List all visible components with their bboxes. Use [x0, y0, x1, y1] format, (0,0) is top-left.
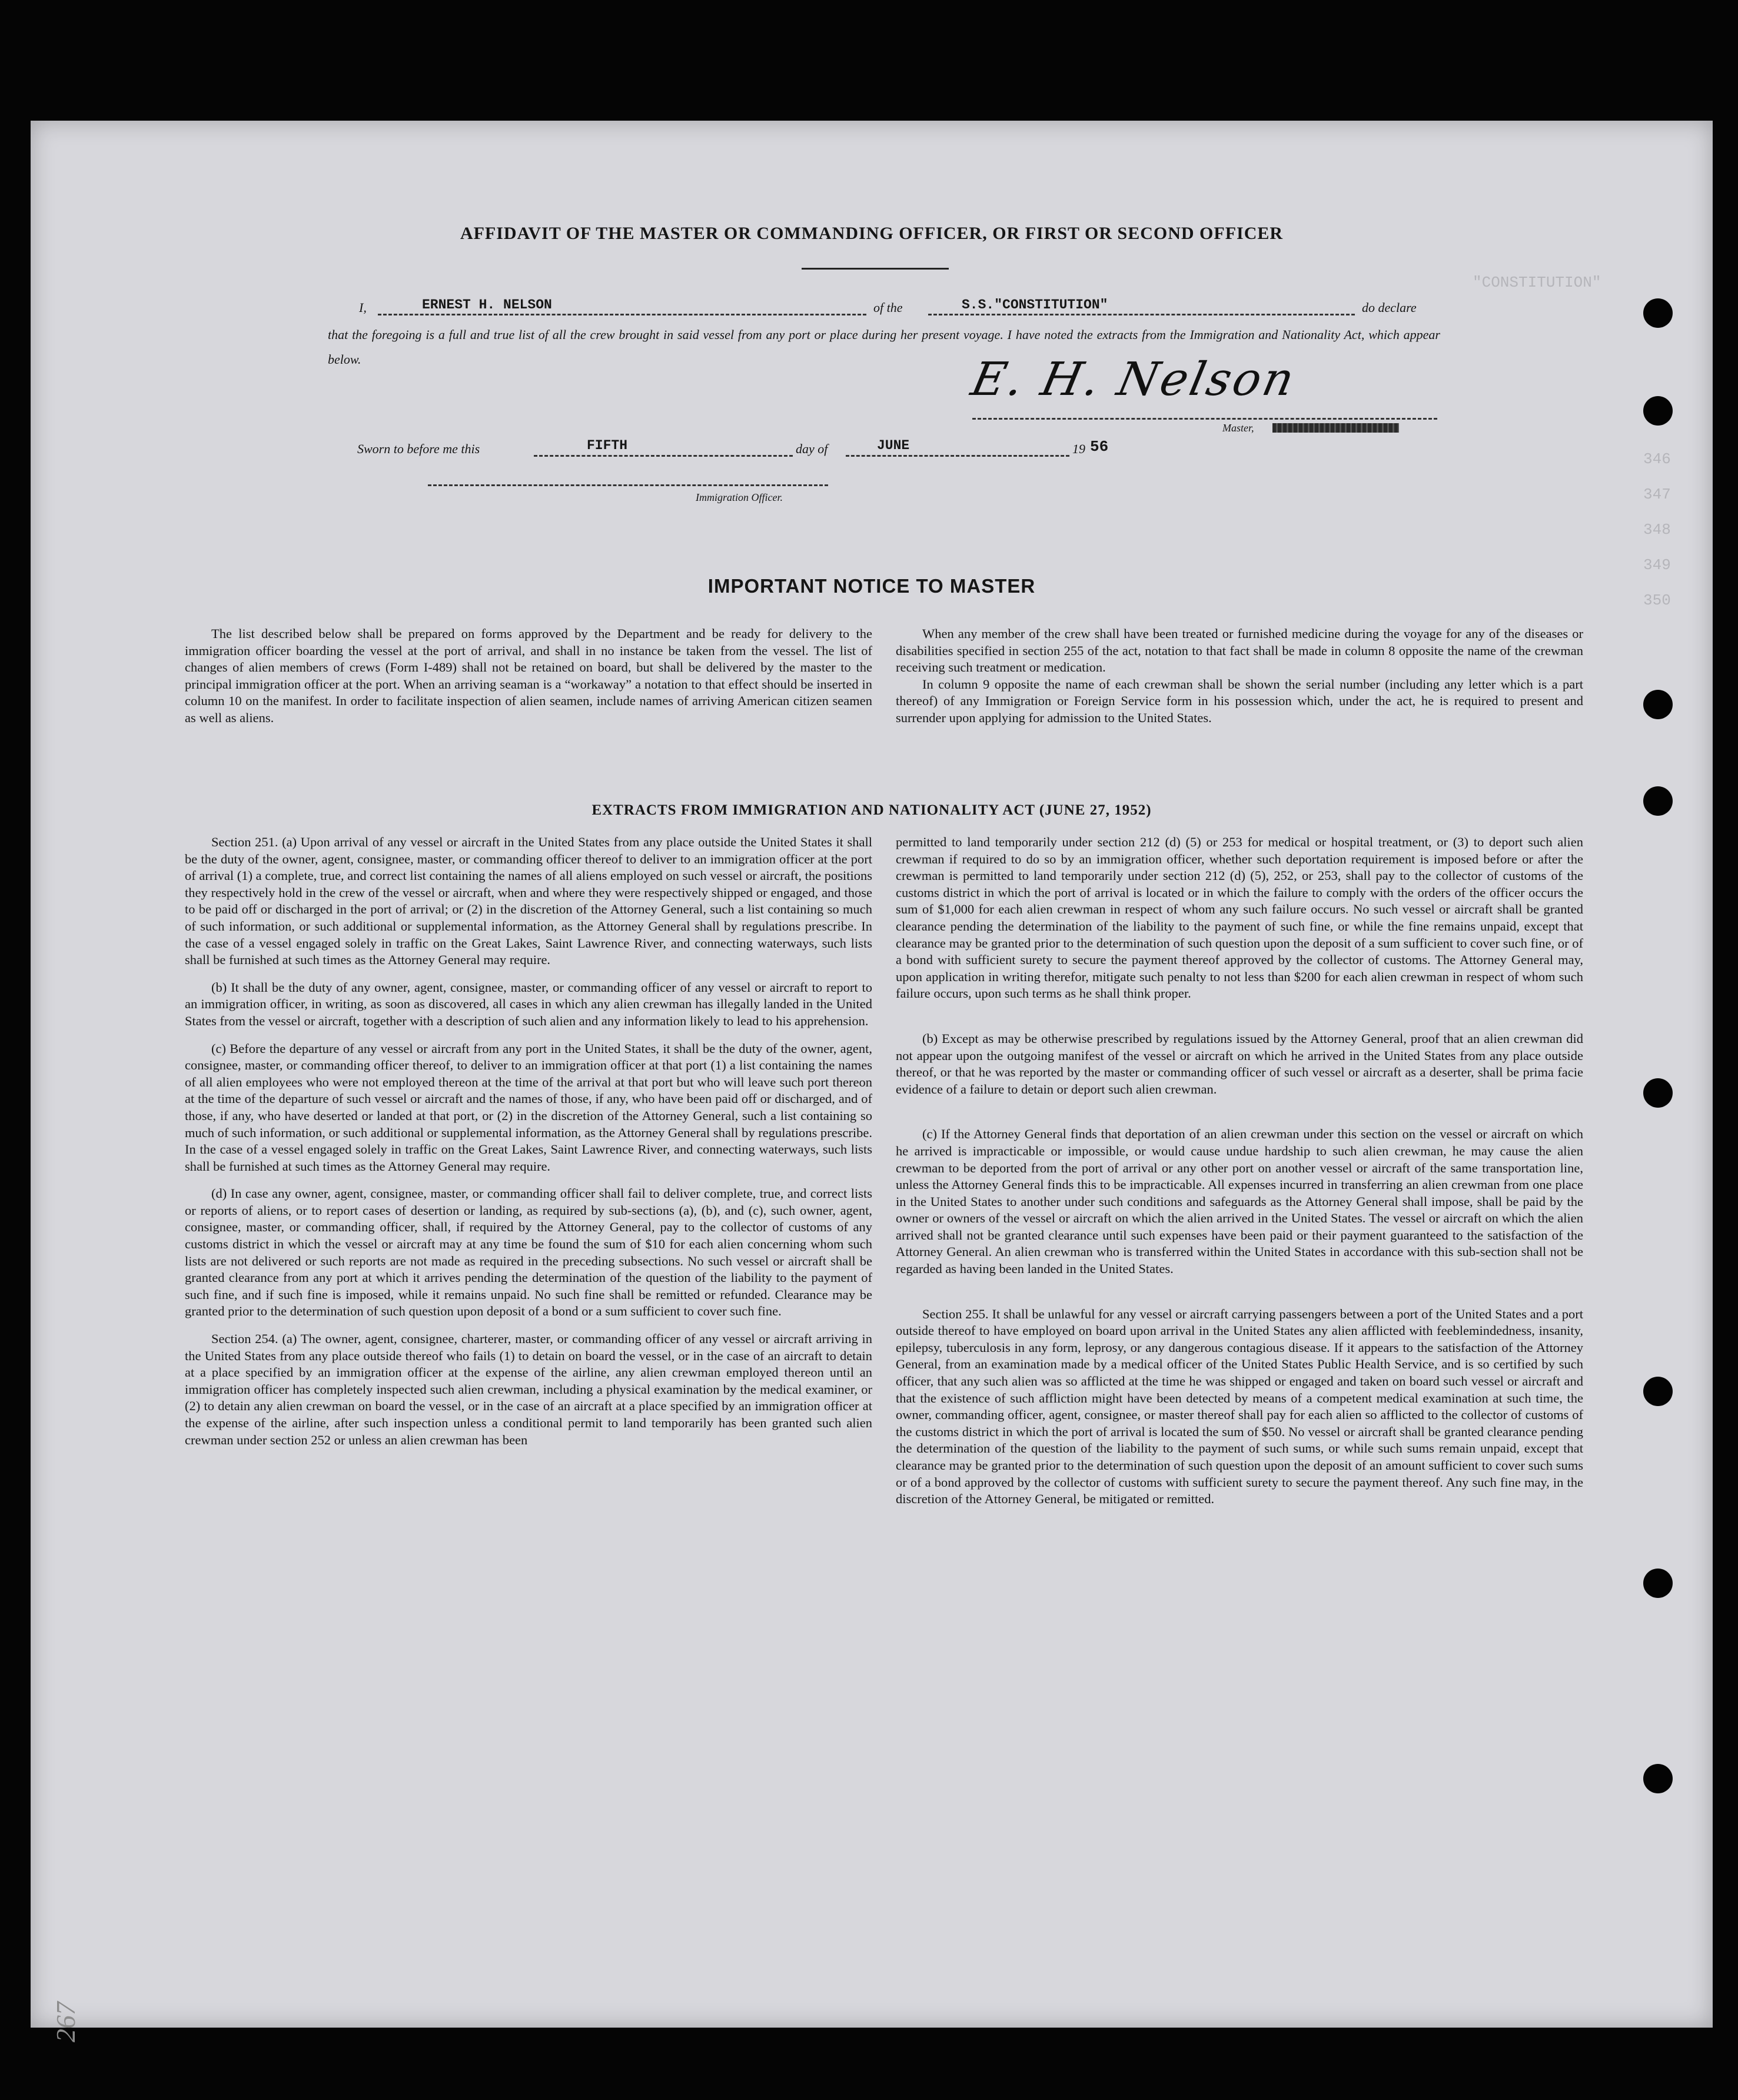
bleed-through-text: 349 — [1643, 556, 1671, 574]
year-prefix: 19 — [1072, 441, 1085, 456]
sworn-month: JUNE — [877, 438, 910, 453]
sworn-month-line — [846, 455, 1069, 457]
extract-paragraph: (c) Before the departure of any vessel or aircraft from any port in the United States, it shall be the duty of the owner, agent, consignee, master, or commanding officer thereof, to deliver to an immigration officer at that port (1) a list containing the names of all alien employees who were not employed thereon at the time of the arrival at that port but who will leave such port thereon at the time of the departure of such vessel or aircraft and the names of those, if any, who have been paid off or discharged, and of those, if any, who have deserted or landed at that port, or (2) in the discretion of the Attorney General, such a list containing so much of such information, or such additional or supplemental information, as the Attorney General shall by regulations prescribe. In the case of a vessel engaged solely in traffic on the Great Lakes, Saint Lawrence River, and connecting waterways, such lists shall be furnished at such times as the Attorney General may require. — [185, 1041, 872, 1174]
bleed-through-text: 348 — [1643, 521, 1671, 539]
punch-hole — [1643, 396, 1673, 426]
punch-hole — [1643, 1569, 1673, 1598]
master-name: ERNEST H. NELSON — [422, 297, 552, 313]
extract-paragraph: Section 255. It shall be unlawful for any vessel or aircraft carrying passengers between a port of the United States and a port outside thereof to have employed on board upon arrival in the United States any alien afflicted with feeblemindedness, insanity, epilepsy, tuberculosis in any form, leprosy, or any dangerous contagious disease. If it appears to the satisfaction of the Attorney General, from an examination made by a medical officer of the United States Public Health Service, and is so certified by such officer, that any such alien was so afflicted at the time he was shipped or engaged and taken on board such vessel or aircraft and that the existence of such affliction might have been detected by means of a competent medical examination at such time, the owner, commanding officer, agent, consignee, or master thereof shall pay for each alien so afflicted to the collector of customs of the customs district in which the port of arrival is located the sum of $50. No vessel or aircraft shall be granted clearance pending the determination of the question of the liability to the payment of such sums, or while such sums remain unpaid, except that clearance may be granted prior to the determination of such question upon the deposit of an amount sufficient to cover such sums or of a bond approved by the collector of customs with sufficient surety to secure the payment thereof. Any such fine may, in the discretion of the Attorney General, be mitigated or remitted. — [896, 1306, 1583, 1507]
extracts-left-column — [185, 834, 872, 1459]
handwritten-margin-note: 267 — [51, 2002, 81, 2042]
punch-hole — [1643, 1764, 1673, 1793]
year-suffix: 56 — [1090, 438, 1109, 456]
notice-right-paragraph: In column 9 opposite the name of each crewman shall be shown the serial number (including any letter which is a part thereof) of any Immigration or Foreign Service form in his possession which, under the act, he is required to present and surrender upon applying for admission to the United States. — [896, 676, 1583, 725]
extract-paragraph: (d) In case any owner, agent, consignee, master, or commanding officer shall fail to deliver complete, true, and correct lists or reports of aliens, or to report cases of desertion or landing, as required by sub-sections (a), (b), and (c), such owner, agent, consignee, master, or commanding officer, shall, if required by the Attorney General, pay to the collector of customs of any customs district in which the vessel or aircraft may at any time be found the sum of $10 for each alien concerning whom such lists are not delivered or such reports are not made as required in the preceding subsections. No such vessel or aircraft shall be granted clearance from any port at which it arrives pending the determination of the question of the liability to the payment of such fine, and if such fine is imposed, while it remains unpaid. No such fine shall be remitted or refunded. Clearance may be granted prior to the determination of such question upon deposit of a bond or a sum sufficient to cover such fine. — [185, 1186, 872, 1319]
day-of-label: day of — [796, 441, 828, 456]
punch-hole — [1643, 298, 1673, 328]
signature-line — [972, 418, 1437, 420]
extract-paragraph: Section 254. (a) The owner, agent, consignee, charterer, master, or commanding officer of any vessel or aircraft arriving in the United States from any place outside thereof who fails (1) to detain on board the vessel, or in the case of an aircraft to detain at a place specified by an immigration officer at the expense of the airline, any alien crewman employed thereon until an immigration officer has completely inspected such alien crewman, including a physical examination by the medical examiner, or (2) to detain any alien crewman on board the vessel, or in the case of an aircraft at a place specified by an immigration officer at the expense of the airline, after such inspection unless a conditional permit to land temporarily has been granted such alien crewman under section 252 or unless an alien crewman has been — [185, 1331, 872, 1447]
punch-hole — [1643, 1377, 1673, 1406]
notice-right-paragraph: When any member of the crew shall have been treated or furnished medicine during the voyage for any of the diseases or disabilities specified in section 255 of the act, notation to that fact shall be made in column 8 opposite the name of the crewman receiving such treatment or medication. — [896, 626, 1583, 675]
i-label: I, — [359, 300, 367, 315]
title-underline — [802, 268, 949, 270]
declaration-text: that the foregoing is a full and true list of all the crew brought in said vessel from any port or place during her present voyage. I have noted the extracts from the Immigration and Nationality Act, which appear below. — [328, 327, 1440, 367]
extracts-title: EXTRACTS FROM IMMIGRATION AND NATIONALITY ACT (JUNE 27, 1952) — [591, 802, 1152, 818]
vessel-name: S.S."CONSTITUTION" — [962, 297, 1108, 313]
notice-title: IMPORTANT NOTICE TO MASTER — [707, 575, 1036, 597]
bleed-through-text: 350 — [1643, 592, 1671, 609]
bleed-through-text: 347 — [1643, 486, 1671, 503]
extract-paragraph: (c) If the Attorney General finds that deportation of an alien crewman under this section on the vessel or aircraft on which he arrived is impracticable or impossible, or would cause undue hardship to such alien crewman, he may cause the alien crewman to be deported from the port of arrival or any other port on another vessel or aircraft of the same transportation line, unless the Attorney General finds this to be impracticable. All expenses incurred in transferring an alien crewman from one place in the United States to another under such conditions and safeguards as the Attorney General shall impose, shall be paid by the owner or owners of the vessel or aircraft on which the alien arrived in the United States. The vessel or aircraft on which the alien arrived shall not be granted clearance until such expenses have been paid or their payment guaranteed to the satisfaction of the Attorney General. An alien crewman who is transferred within the United States in accordance with this sub-section shall not be regarded as having been landed in the United States. — [896, 1127, 1583, 1277]
notice-right-column — [896, 626, 1583, 727]
extract-paragraph: permitted to land temporarily under section 212 (d) (5) or 253 for medical or hospital treatment, or (3) to deport such alien crewman if required to do so by an immigration officer, whether such deportation requirement is imposed before or after the crewman is permitted to land temporarily under section 212 (d) (5), 252, or 253, shall pay to the collector of customs of the customs district in which the port of arrival is located or in which the failure to comply with the orders of the officer occurs the sum of $1,000 for each alien crewman in respect of whom any such failure occurs. No such vessel or aircraft shall be granted clearance pending the determination of the liability to the payment of such fine, or while the fine remains unpaid, except that clearance may be granted prior to the determination of such question upon the deposit of a sum sufficient to cover such fine, or of a bond with sufficient surety to secure the payment thereof approved by the collector of customs. The Attorney General may, upon application in writing therefor, mitigate such penalty to not less than $200 for each alien crewman in respect of whom such failure occurs, upon such terms as he shall think proper. — [896, 835, 1583, 1001]
of-the-label: of the — [873, 300, 903, 315]
signature: E. H. Nelson — [966, 353, 1301, 406]
punch-hole — [1643, 1078, 1673, 1108]
struck-title-text — [1272, 423, 1399, 433]
sworn-day-line — [534, 455, 793, 457]
extract-paragraph: (b) It shall be the duty of any owner, agent, consignee, master, or commanding officer of any vessel or aircraft to report to an immigration officer, in writing, as soon as discovered, all cases in which any alien crewman has illegally landed in the United States from the vessel or aircraft, together with a description of such alien and any information likely to lead to his apprehension. — [185, 979, 872, 1028]
vessel-line — [928, 314, 1355, 315]
immigration-officer-label: Immigration Officer. — [696, 491, 783, 503]
punch-hole — [1643, 786, 1673, 816]
do-declare-label: do declare — [1362, 300, 1417, 315]
document-page — [31, 121, 1713, 2028]
affidavit-title: AFFIDAVIT OF THE MASTER OR COMMANDING OFFICER, OR FIRST OR SECOND OFFICER — [460, 224, 1284, 243]
bleed-through-text: 346 — [1643, 450, 1671, 468]
immigration-officer-line — [428, 484, 828, 486]
notice-left-text: The list described below shall be prepared on forms approved by the Department and be ready for delivery to the immigration officer boarding the vessel at the port of arrival, and shall in no instance be taken from the vessel. The list of changes of alien members of crews (Form I-489) shall not be retained on board, but shall be delivered by the master to the principal immigration officer at the port. When an arriving seaman is a “workaway” a notation to that effect should be inserted in column 10 on the manifest. In order to facilitate inspection of alien seamen, include names of arriving American citizen seamen as well as aliens. — [185, 626, 872, 725]
sworn-label: Sworn to before me this — [357, 441, 480, 456]
extracts-right-column — [896, 834, 1583, 1518]
master-label: Master, — [1222, 422, 1254, 434]
sworn-day: FIFTH — [587, 438, 628, 453]
name-line — [378, 314, 866, 315]
bleed-through-text: "CONSTITUTION" — [1473, 274, 1601, 291]
punch-hole — [1643, 690, 1673, 719]
extract-paragraph: Section 251. (a) Upon arrival of any vessel or aircraft in the United States from any place outside the United States it shall be the duty of the owner, agent, consignee, master, or commanding officer thereof to deliver to an immigration officer at the port of arrival (1) a complete, true, and correct list containing the names of all aliens employed on such vessel or aircraft, the positions they respectively hold in the crew of the vessel or aircraft, when and where they were respectively shipped or engaged, and those to be paid off or discharged in the port of arrival; or (2) in the discretion of the Attorney General, such a list containing so much of such information, or such additional or supplemental information, as the Attorney General shall by regulations prescribe. In the case of a vessel engaged solely in traffic on the Great Lakes, Saint Lawrence River, and connecting waterways, such lists shall be furnished at such times as the Attorney General may require. — [185, 835, 872, 968]
extract-paragraph: (b) Except as may be otherwise prescribed by regulations issued by the Attorney General, proof that an alien crewman did not appear upon the outgoing manifest of the vessel or aircraft on which he arrived in the United States from any place outside thereof, or that he was reported by the master or commanding officer of such vessel or aircraft as a deserter, shall be prima facie evidence of a failure to detain or deport such alien crewman. — [896, 1031, 1583, 1096]
